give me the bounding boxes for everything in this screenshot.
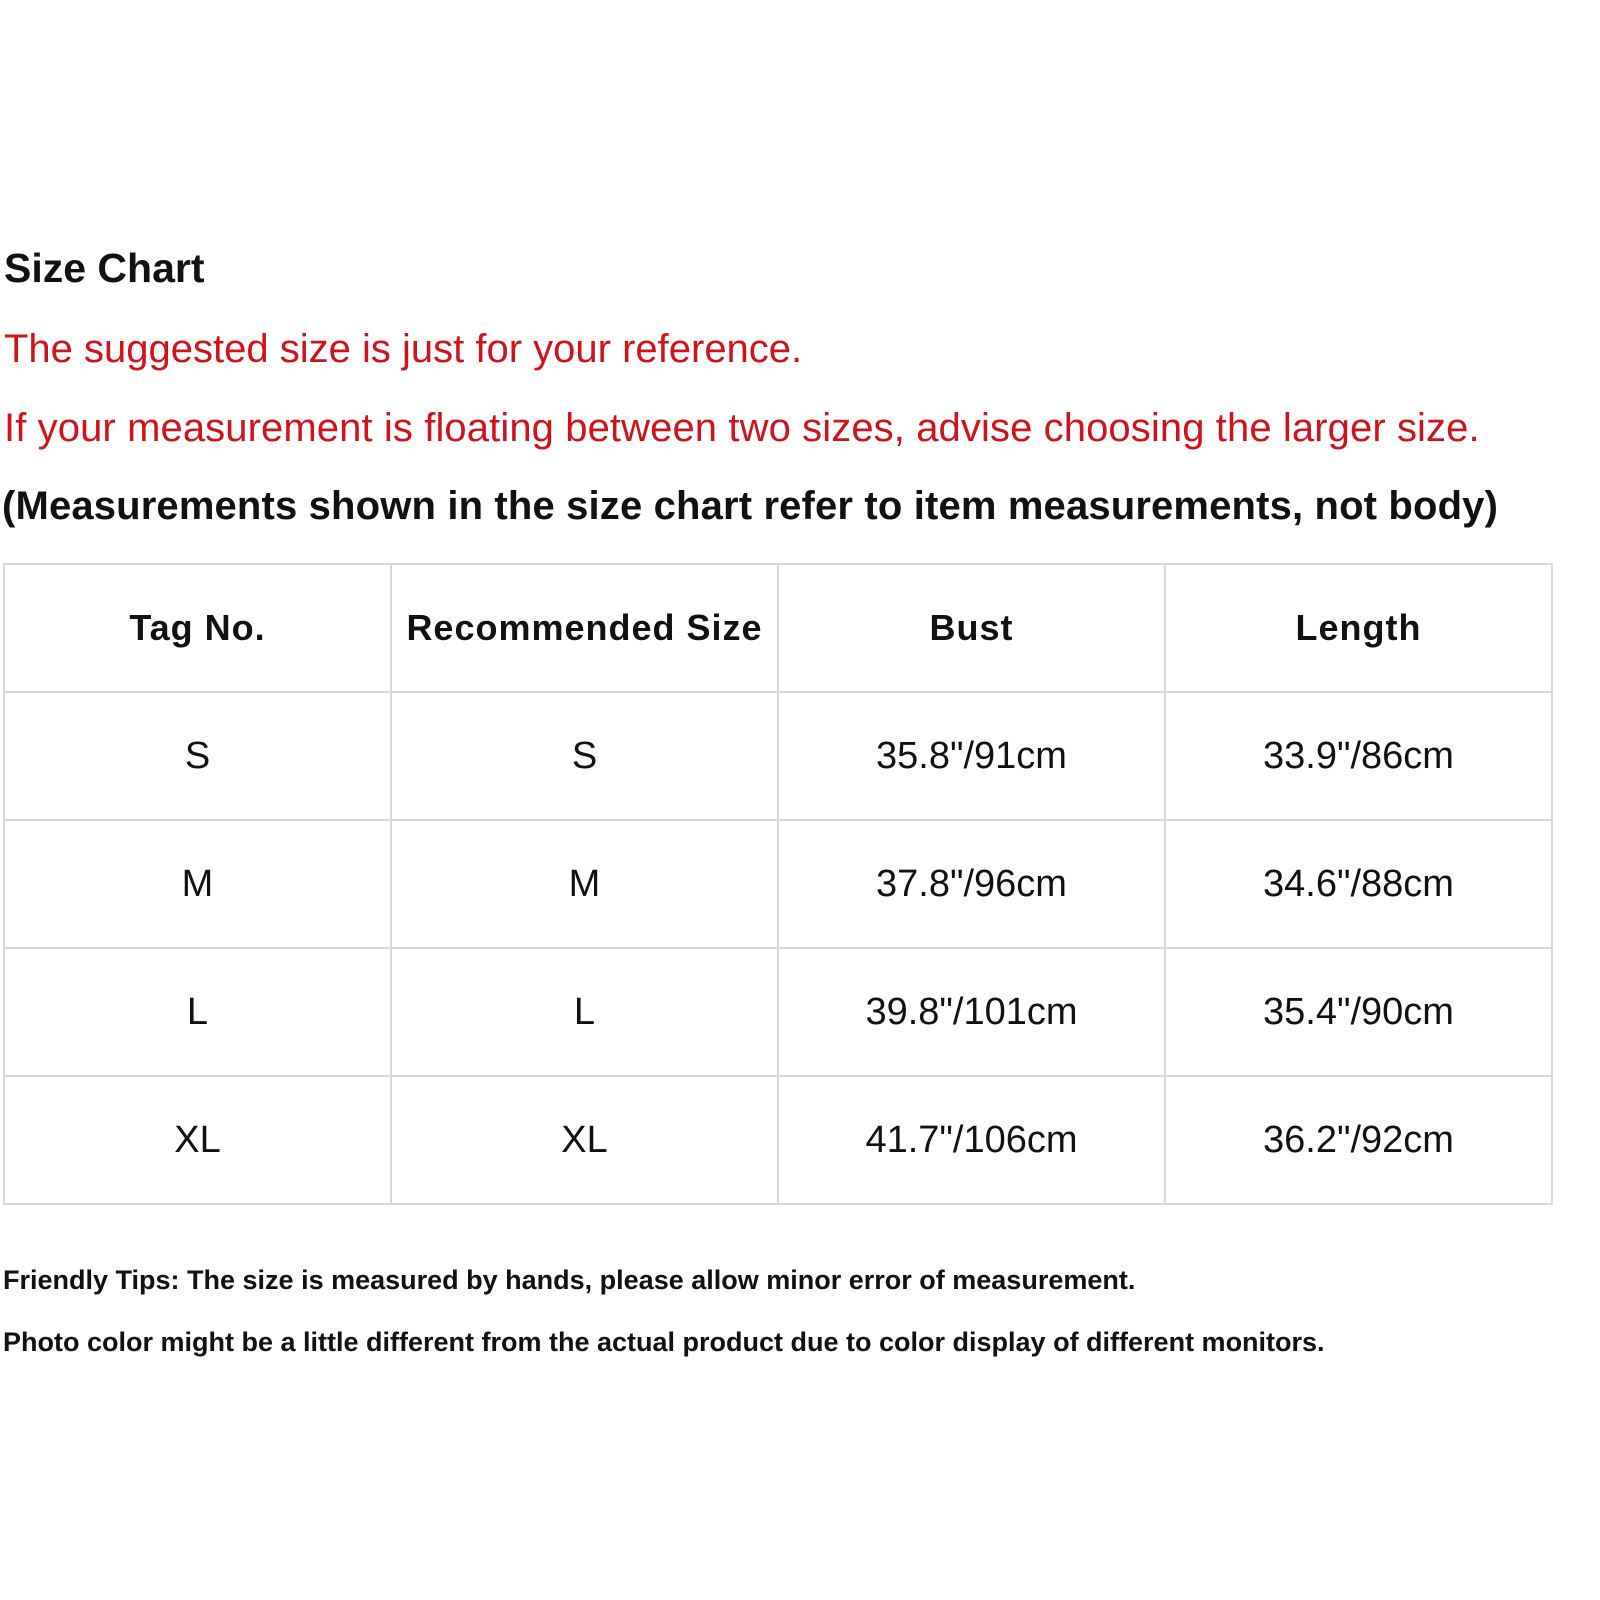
table-row	[4, 820, 1552, 948]
cell-recommended-size: S	[391, 692, 778, 820]
cell-bust: 39.8"/101cm	[778, 948, 1165, 1076]
cell-recommended-size: M	[391, 820, 778, 948]
between-sizes-note: If your measurement is floating between two sizes, advise choosing the larger size.	[4, 406, 1480, 450]
cell-bust: 35.8"/91cm	[778, 692, 1165, 820]
table-header-row	[4, 564, 1552, 692]
cell-tag-no: L	[4, 948, 391, 1076]
cell-recommended-size: L	[391, 948, 778, 1076]
color-tip: Photo color might be a little different from the actual product due to color display of different monitors.	[3, 1327, 1325, 1357]
cell-recommended-size: XL	[391, 1076, 778, 1204]
table-row	[4, 948, 1552, 1076]
header-length: Length	[1165, 564, 1552, 692]
table-row	[4, 692, 1552, 820]
cell-tag-no: S	[4, 692, 391, 820]
table-row	[4, 1076, 1552, 1204]
cell-bust: 37.8"/96cm	[778, 820, 1165, 948]
reference-note: The suggested size is just for your reference.	[4, 327, 803, 371]
friendly-tip: Friendly Tips: The size is measured by hands, please allow minor error of measurement.	[3, 1265, 1136, 1295]
measurement-basis-note: (Measurements shown in the size chart refer to item measurements, not body)	[2, 484, 1499, 528]
cell-tag-no: XL	[4, 1076, 391, 1204]
cell-length: 33.9"/86cm	[1165, 692, 1552, 820]
cell-bust: 41.7"/106cm	[778, 1076, 1165, 1204]
cell-length: 36.2"/92cm	[1165, 1076, 1552, 1204]
header-recommended-size: Recommended Size	[391, 564, 778, 692]
header-tag-no: Tag No.	[4, 564, 391, 692]
page-title: Size Chart	[4, 245, 205, 291]
size-table	[3, 563, 1553, 1205]
cell-length: 34.6"/88cm	[1165, 820, 1552, 948]
header-bust: Bust	[778, 564, 1165, 692]
cell-length: 35.4"/90cm	[1165, 948, 1552, 1076]
cell-tag-no: M	[4, 820, 391, 948]
